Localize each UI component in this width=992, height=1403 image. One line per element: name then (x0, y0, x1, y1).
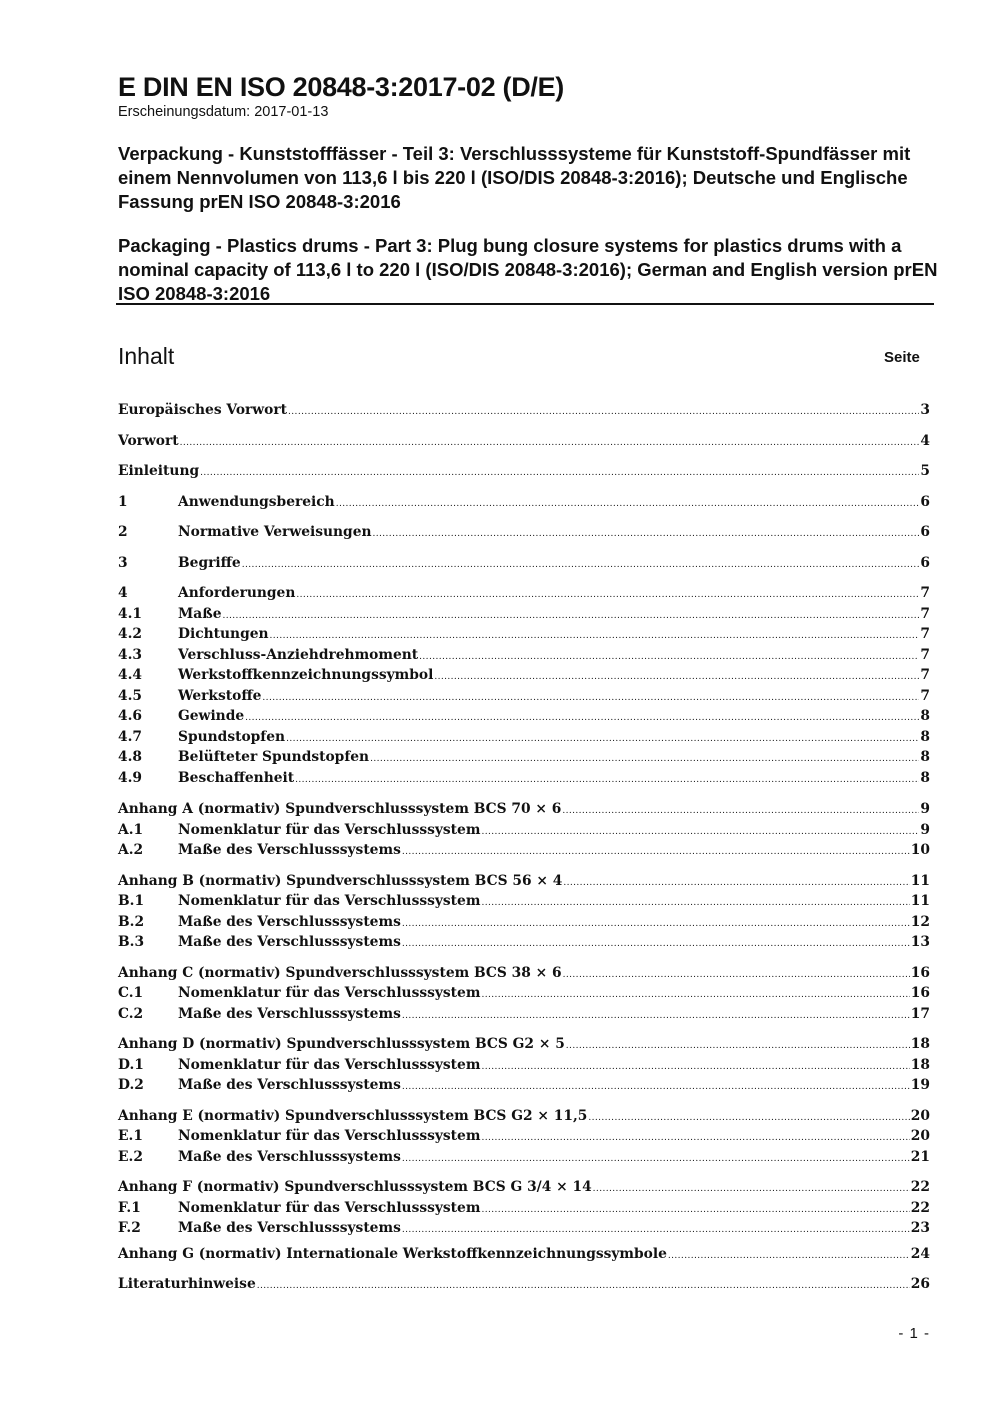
toc-entry-title: Anhang E (normativ) Spundverschlusssystem BCS G2 × 11,5 (118, 1108, 588, 1124)
toc-entry-title: Maße des Verschlusssystems (178, 842, 401, 858)
toc-entry-page: 3 (920, 402, 930, 418)
toc-entry[interactable] (118, 747, 930, 767)
toc-entry-title: Nomenklatur für das Verschlusssystem (178, 985, 481, 1001)
toc-entry-number: 4.7 (118, 729, 143, 745)
toc-dot-leader (481, 983, 909, 1003)
toc-entry[interactable] (118, 1218, 930, 1238)
toc-entry-title: Verschluss-Anziehdrehmoment (178, 647, 419, 663)
toc-entry-number: F.2 (118, 1220, 141, 1236)
toc-entry-number: 4.3 (118, 647, 143, 663)
toc-entry-title: Anhang D (normativ) Spundverschlusssystem BCS G2 × 5 (118, 1036, 565, 1052)
toc-entry-page: 22 (910, 1200, 930, 1216)
toc-entry-page: 11 (910, 893, 930, 909)
toc-entry-number: A.2 (118, 842, 144, 858)
toc-heading: Inhalt (118, 343, 175, 369)
toc-entry-title: Werkstoffkennzeichnungssymbol (178, 667, 434, 683)
toc-dot-leader (668, 1244, 910, 1264)
toc-dot-leader (242, 553, 920, 573)
toc-dot-leader (288, 400, 919, 420)
toc-dot-leader (402, 1004, 910, 1024)
toc-entry-page: 9 (920, 822, 930, 838)
toc-entry-title: Anhang B (normativ) Spundverschlusssystem BCS 56 × 4 (118, 873, 563, 889)
toc-entry-title: Maße des Verschlusssystems (178, 914, 401, 930)
toc-entry-title: Anhang G (normativ) Internationale Werkstoffkennzeichnungssymbole (118, 1246, 667, 1262)
toc-entry-title: Maße (178, 606, 222, 622)
toc-entry-page: 20 (910, 1108, 930, 1124)
toc-dot-leader (593, 1177, 910, 1197)
toc-entry-page: 5 (920, 463, 930, 479)
toc-entry-page: 8 (920, 770, 930, 786)
toc-entry-number: B.1 (118, 893, 145, 909)
toc-entry[interactable] (118, 1055, 930, 1075)
toc-entry-title: Maße des Verschlusssystems (178, 1149, 401, 1165)
toc-entry-title: Literaturhinweise (118, 1276, 256, 1292)
toc-entry-title: Werkstoffe (178, 688, 262, 704)
toc-entry[interactable] (118, 912, 930, 932)
toc-entry[interactable] (118, 522, 930, 542)
toc-entry-page: 18 (910, 1036, 930, 1052)
toc-entry-title: Spundstopfen (178, 729, 286, 745)
publication-date: Erscheinungsdatum: 2017-01-13 (118, 104, 329, 120)
toc-entry-title: Anhang F (normativ) Spundverschlusssystem BCS G 3/4 × 14 (118, 1179, 592, 1195)
toc-entry-page: 20 (910, 1128, 930, 1144)
toc-entry[interactable] (118, 840, 930, 860)
toc-entry-title: Nomenklatur für das Verschlusssystem (178, 1057, 481, 1073)
toc-entry-page: 8 (920, 729, 930, 745)
toc-dot-leader (481, 1198, 909, 1218)
toc-entry[interactable] (118, 1147, 930, 1167)
toc-entry[interactable] (118, 400, 930, 420)
toc-entry-number: D.1 (118, 1057, 144, 1073)
toc-entry-number: D.2 (118, 1077, 144, 1093)
toc-entry[interactable] (118, 665, 930, 685)
toc-entry-number: 4.5 (118, 688, 143, 704)
toc-dot-leader (402, 840, 910, 860)
toc-entry-title: Anforderungen (178, 585, 296, 601)
toc-entry-number: 4.8 (118, 749, 143, 765)
toc-entry[interactable] (118, 820, 930, 840)
toc-dot-leader (562, 799, 919, 819)
toc-dot-leader (481, 1126, 909, 1146)
toc-dot-leader (262, 686, 919, 706)
toc-entry-page: 7 (920, 585, 930, 601)
toc-entry-number: 4.9 (118, 770, 143, 786)
toc-entry-number: 4.4 (118, 667, 143, 683)
toc-entry-page: 21 (910, 1149, 930, 1165)
header-divider (116, 303, 934, 305)
toc-entry[interactable] (118, 799, 930, 819)
toc-entry-page: 18 (910, 1057, 930, 1073)
toc-entry-page: 13 (910, 934, 930, 950)
toc-entry-number: 1 (118, 494, 128, 510)
toc-entry-title: Dichtungen (178, 626, 269, 642)
toc-dot-leader (370, 747, 919, 767)
toc-entry-number: 3 (118, 555, 128, 571)
toc-entry-page: 16 (910, 985, 930, 1001)
toc-entry-page: 7 (920, 647, 930, 663)
toc-entry-page: 16 (910, 965, 930, 981)
toc-entry-page: 8 (920, 708, 930, 724)
toc-entry-page: 22 (910, 1179, 930, 1195)
toc-entry[interactable] (118, 624, 930, 644)
toc-entry-number: B.2 (118, 914, 145, 930)
toc-dot-leader (402, 1218, 910, 1238)
toc-dot-leader (434, 665, 919, 685)
toc-entry-title: Anhang A (normativ) Spundverschlusssystem BCS 70 × 6 (118, 801, 562, 817)
title-english: Packaging - Plastics drums - Part 3: Plug bung closure systems for plastics drums with a nominal capacity of 113,6 l to 220 l (ISO/DIS 20848-3:2016); German and English version prEN ISO 20848-3:2016 (118, 235, 938, 304)
toc-entry-page: 17 (910, 1006, 930, 1022)
toc-entry-title: Beschaffenheit (178, 770, 295, 786)
toc-dot-leader (295, 768, 919, 788)
toc-dot-leader (222, 604, 919, 624)
toc-entry-page: 24 (910, 1246, 930, 1262)
toc-entry-title: Gewinde (178, 708, 245, 724)
toc-entry[interactable] (118, 1198, 930, 1218)
toc-entry-number: E.2 (118, 1149, 143, 1165)
toc-entry-title: Maße des Verschlusssystems (178, 1220, 401, 1236)
toc-entry[interactable] (118, 727, 930, 747)
toc-entry[interactable] (118, 461, 930, 481)
toc-entry-title: Anwendungsbereich (178, 494, 335, 510)
toc-entry-page: 8 (920, 749, 930, 765)
toc-entry-title: Anhang C (normativ) Spundverschlusssystem BCS 38 × 6 (118, 965, 562, 981)
toc-dot-leader (402, 932, 910, 952)
toc-dot-leader (180, 431, 920, 451)
toc-dot-leader (270, 624, 920, 644)
toc-entry[interactable] (118, 686, 930, 706)
toc-dot-leader (402, 912, 910, 932)
toc-entry[interactable] (118, 553, 930, 573)
toc-entry-number: A.1 (118, 822, 144, 838)
toc-entry-page: 7 (920, 688, 930, 704)
toc-entry-page: 19 (910, 1077, 930, 1093)
toc-dot-leader (563, 871, 909, 891)
toc-entry-title: Vorwort (118, 433, 179, 449)
toc-entry-number: F.1 (118, 1200, 141, 1216)
document-id: E DIN EN ISO 20848-3:2017-02 (D/E) (118, 72, 564, 102)
toc-entry-page: 6 (920, 555, 930, 571)
toc-entry[interactable] (118, 1075, 930, 1095)
toc-entry[interactable] (118, 1274, 930, 1294)
toc-dot-leader (402, 1147, 910, 1167)
toc-entry[interactable] (118, 431, 930, 451)
toc-entry-number: E.1 (118, 1128, 143, 1144)
toc-entry-title: Belüfteter Spundstopfen (178, 749, 370, 765)
toc-entry[interactable] (118, 604, 930, 624)
toc-entry-number: 4 (118, 585, 128, 601)
toc-dot-leader (481, 820, 919, 840)
toc-entry[interactable] (118, 932, 930, 952)
title-german: Verpackung - Kunststofffässer - Teil 3: Verschlusssysteme für Kunststoff-Spundfässer mit einem Nennvolumen von 113,6 l bis 220 l (ISO/DIS 20848-3:2016); Deutsche und Englische Fassung prEN ISO 20848-3:2016 (118, 143, 911, 212)
toc-entry[interactable] (118, 1244, 930, 1264)
toc-entry-title: Begriffe (178, 555, 241, 571)
toc-dot-leader (200, 461, 919, 481)
toc-entry-number: 4.6 (118, 708, 143, 724)
toc-dot-leader (588, 1106, 909, 1126)
toc-entry-number: C.2 (118, 1006, 144, 1022)
toc-entry[interactable] (118, 963, 930, 983)
toc-dot-leader (296, 583, 919, 603)
toc-entry-page: 10 (910, 842, 930, 858)
toc-entry[interactable] (118, 1034, 930, 1054)
toc-entry-title: Europäisches Vorwort (118, 402, 288, 418)
toc-entry-number: 2 (118, 524, 128, 540)
toc-entry-page: 7 (920, 626, 930, 642)
toc-entry-page: 7 (920, 606, 930, 622)
toc-entry-title: Maße des Verschlusssystems (178, 1006, 401, 1022)
toc-dot-leader (245, 706, 919, 726)
toc-dot-leader (373, 522, 920, 542)
toc-entry-page: 23 (910, 1220, 930, 1236)
toc-entry-title: Nomenklatur für das Verschlusssystem (178, 822, 481, 838)
toc-entry-title: Maße des Verschlusssystems (178, 934, 401, 950)
toc-entry-number: 4.2 (118, 626, 143, 642)
toc-entry-number: B.3 (118, 934, 145, 950)
toc-dot-leader (402, 1075, 910, 1095)
toc-entry-number: C.1 (118, 985, 144, 1001)
toc-dot-leader (563, 963, 910, 983)
toc-dot-leader (257, 1274, 910, 1294)
page-number: - 1 - (898, 1325, 930, 1342)
toc-dot-leader (481, 891, 909, 911)
toc-entry-title: Nomenklatur für das Verschlusssystem (178, 893, 481, 909)
toc-entry-page: 7 (920, 667, 930, 683)
toc-entry-page: 9 (920, 801, 930, 817)
toc-entry-page: 11 (910, 873, 930, 889)
toc-dot-leader (286, 727, 919, 747)
toc-entry[interactable] (118, 891, 930, 911)
toc-entry[interactable] (118, 871, 930, 891)
toc-entry-title: Einleitung (118, 463, 200, 479)
toc-entry-page: 12 (910, 914, 930, 930)
toc-entry-page: 26 (910, 1276, 930, 1292)
toc-entry[interactable] (118, 1106, 930, 1126)
toc-entry[interactable] (118, 492, 930, 512)
toc-entry[interactable] (118, 768, 930, 788)
toc-entry[interactable] (118, 1177, 930, 1197)
toc-dot-leader (566, 1034, 910, 1054)
toc-dot-leader (419, 645, 919, 665)
toc-entry-title: Nomenklatur für das Verschlusssystem (178, 1200, 481, 1216)
toc-entry-number: 4.1 (118, 606, 143, 622)
toc-entry-title: Maße des Verschlusssystems (178, 1077, 401, 1093)
toc-entry-page: 4 (920, 433, 930, 449)
toc-entry-title: Nomenklatur für das Verschlusssystem (178, 1128, 481, 1144)
toc-dot-leader (481, 1055, 909, 1075)
toc-entry[interactable] (118, 1126, 930, 1146)
toc-entry[interactable] (118, 1004, 930, 1024)
toc-dot-leader (336, 492, 920, 512)
toc-page-column-heading: Seite (884, 349, 920, 366)
toc-entry-page: 6 (920, 524, 930, 540)
toc-entry[interactable] (118, 706, 930, 726)
toc-entry[interactable] (118, 983, 930, 1003)
toc-entry[interactable] (118, 583, 930, 603)
toc-entry-title: Normative Verweisungen (178, 524, 372, 540)
toc-entry[interactable] (118, 645, 930, 665)
toc-entry-page: 6 (920, 494, 930, 510)
